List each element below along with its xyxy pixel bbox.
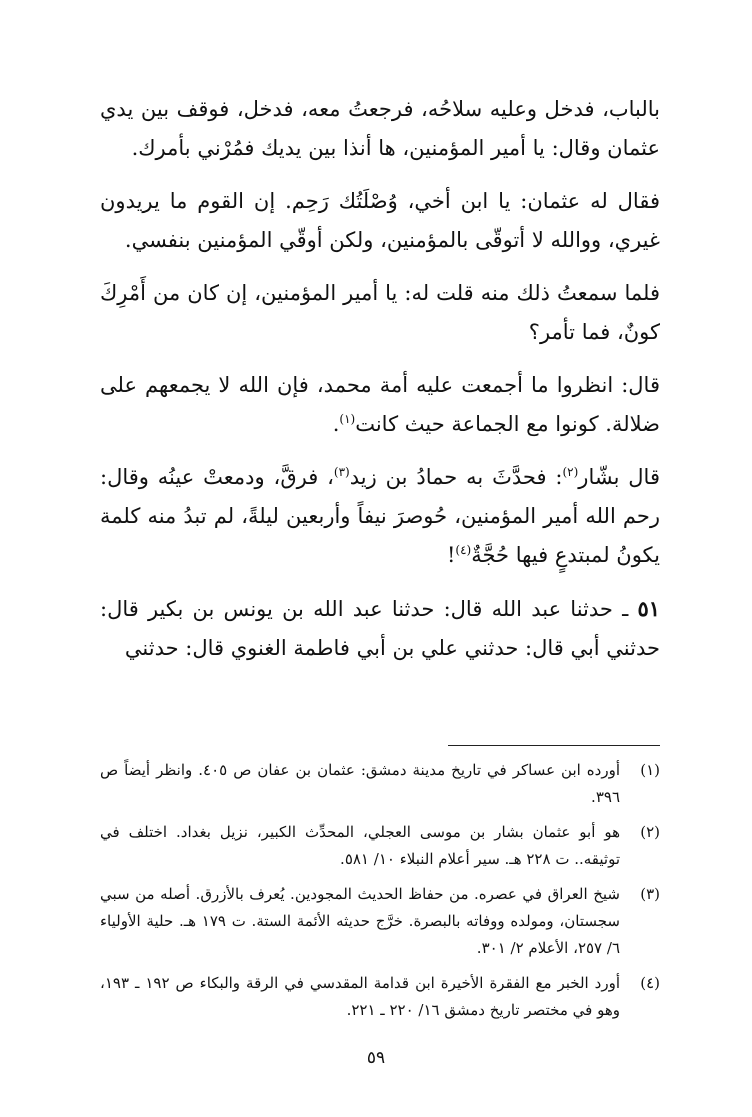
- footnotes: [100, 757, 660, 1032]
- hadith-number: ٥١: [637, 596, 660, 621]
- page-number: ٥٩: [366, 1048, 386, 1068]
- footnote-number: (٢): [640, 823, 660, 841]
- footnote-text: أورده ابن عساكر في تاريخ مدينة دمشق: عثمان بن عفان ص ٤٠٥. وانظر أيضاً ص ٣٩٦.: [100, 761, 621, 806]
- footnote-text: شيخ العراق في عصره. من حفاظ الحديث المجودين. يُعرف بالأزرق. أصله من سبي سجستان، ومولده ووفاته بالبصرة. خرَّج حديثه الأئمة الستة. ت ١٧٩ هـ. حلية الأولياء ٦/ ٢٥٧، الأعلام ٢/ ٣٠١.: [100, 885, 620, 957]
- paragraph-4: قال: انظروا ما أجمعت عليه أمة محمد، فإن الله لا يجمعهم على ضلالة. كونوا مع الجماعة حيث كانت$^{(١)}$.: [100, 373, 660, 436]
- footnote-number: (٤): [640, 974, 660, 992]
- footnote-2: [100, 819, 660, 873]
- footnote-ref-1[interactable]: (١): [339, 412, 356, 426]
- footnote-ref-3[interactable]: (٣): [333, 465, 350, 479]
- footnote-number: (١): [640, 761, 660, 779]
- paragraph-1: بالباب، فدخل وعليه سلاحُه، فرجعتُ معه، فدخل، فوقف بين يدي عثمان وقال: يا أمير المؤمنين، ها أنذا بين يديك فمُرْني بأمرك.: [100, 97, 660, 160]
- footnote-1: [100, 757, 660, 811]
- paragraph-4-text: قال: انظروا ما أجمعت عليه أمة محمد، فإن الله لا يجمعهم على ضلالة. كونوا مع الجماعة حيث كانت: [100, 373, 660, 436]
- footnote-3: [100, 881, 660, 962]
- footnote-ref-2[interactable]: (٢): [562, 465, 579, 479]
- footnote-divider: [448, 745, 660, 746]
- paragraph-2: فقال له عثمان: يا ابن أخي، وُصْلَتُك رَحِم. إن القوم ما يريدون غيري، ووالله لا أتوقّى بالمؤمنين، ولكن أوقّي المؤمنين بنفسي.: [100, 189, 660, 252]
- footnote-number: (٣): [640, 885, 660, 903]
- footnote-text: هو أبو عثمان بشار بن موسى العجلي، المحدِّث الكبير، نزيل بغداد. اختلف في توثيقه.. ت ٢٢٨ هـ. سير أعلام النبلاء ١٠/ ٥٨١.: [100, 823, 620, 868]
- footnote-ref-4[interactable]: (٤): [455, 543, 472, 557]
- paragraph-5: قال بشّار$^{(٢)}$: فحدَّثَ به حمادُ بن زيد$^{(٣)}$، فرقَّ، ودمعتْ عينُه وقال: رحم الله أمير المؤمنين، حُوصرَ نيفاً وأربعين ليلةً، لم تبدُ منه كلمة يكونُ لمبتدعٍ فيها حُجَّةٌ$^{(٤)}$!: [100, 465, 660, 567]
- footnote-4: [100, 970, 660, 1024]
- footnote-text: أورد الخبر مع الفقرة الأخيرة ابن قدامة المقدسي في الرقة والبكاء ص ١٩٢ ـ ١٩٣، وهو في مختصر تاريخ دمشق ١٦/ ٢٢٠ ـ ٢٢١.: [100, 974, 621, 1019]
- paragraph-3: فلما سمعتُ ذلك منه قلت له: يا أمير المؤمنين، إن كان من أَمْرِكَ كونٌ، فما تأمر؟: [100, 281, 660, 344]
- paragraph-6: ٥١ ـ حدثنا عبد الله قال: حدثنا عبد الله بن يونس بن بكير قال: حدثني أبي قال: حدثني علي بن أبي فاطمة الغنوي قال: حدثني: [100, 596, 660, 660]
- main-text: [100, 90, 660, 682]
